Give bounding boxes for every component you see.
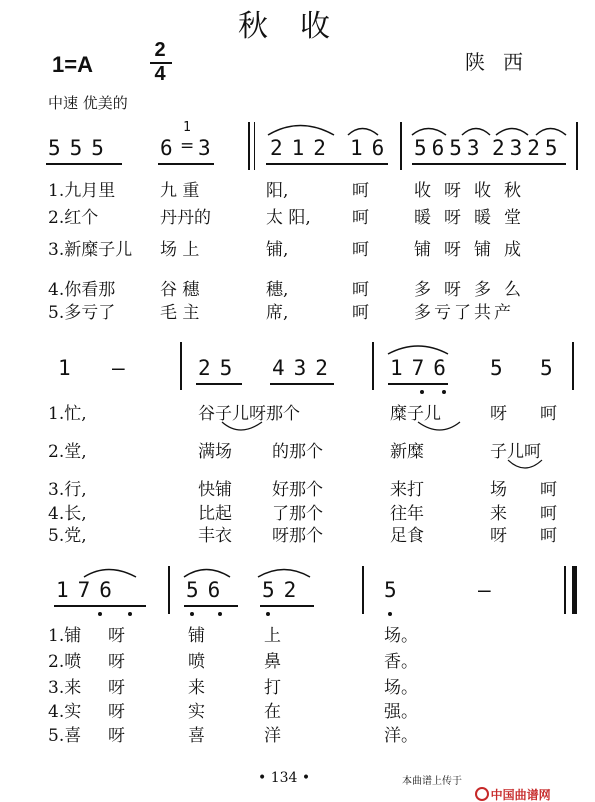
- lyric-s2-v1-e: 呵: [540, 404, 557, 424]
- page-number: • 134 •: [258, 770, 311, 786]
- lyric-s1-v1-b: 九 重: [160, 181, 200, 201]
- lyric-s2-v3-e: 场: [490, 480, 507, 500]
- underline: [196, 383, 242, 385]
- lyric-s3-v5-a: 5.喜: [48, 726, 82, 746]
- lyric-s3-v2-a: 2.喷: [48, 652, 82, 672]
- notes-s3-m3a: 5: [384, 578, 402, 602]
- lyric-s2-v3-a: 3.行,: [48, 480, 87, 500]
- lyric-s2-v5-e: 呀: [490, 526, 507, 546]
- notes-s2-m1b: —: [112, 356, 130, 380]
- notes-s1-m1a: 555: [48, 136, 113, 160]
- lyric-s3-v5-d: 洋: [264, 726, 281, 746]
- upload-credit: 本曲谱上传于: [402, 776, 462, 787]
- lyric-s2-v2-e: 子儿呵: [490, 442, 541, 462]
- lyric-s3-v4-a: 4.实: [48, 702, 82, 722]
- notes-s1-m3b: 2325: [492, 136, 563, 160]
- lyric-s1-v4-a: 4.你看那: [48, 280, 116, 300]
- lyric-s3-v4-d: 在: [264, 702, 281, 722]
- lyric-s2-v2-d: 新糜: [390, 442, 424, 462]
- lyric-s3-v3-b: 呀: [108, 678, 125, 698]
- lyric-s1-v1-a: 1.九月里: [48, 181, 116, 201]
- notes-s2-m1a: 1: [58, 356, 76, 380]
- slide-mark: =: [180, 136, 195, 156]
- notes-s3-m3b: —: [478, 578, 496, 602]
- underline: [388, 383, 448, 385]
- lyric-s3-v2-d: 鼻: [264, 652, 281, 672]
- lyric-s2-v5-b: 丰衣: [198, 526, 232, 546]
- lyric-s1-v4-c: 穗,: [266, 280, 289, 300]
- key-signature: 1=A: [52, 52, 93, 77]
- lyric-s1-v5-d: 呵: [352, 303, 369, 323]
- lyric-s3-v3-e: 场。: [384, 678, 418, 698]
- lyric-s2-v1-c: 糜子儿: [390, 404, 441, 424]
- lyric-s2-v4-f: 呵: [540, 504, 557, 524]
- lyric-s2-v5-f: 呵: [540, 526, 557, 546]
- notes-s1-m1b: 6: [160, 136, 178, 160]
- low-octave-dot: [266, 612, 270, 616]
- lyric-s2-v4-d: 往年: [390, 504, 424, 524]
- barline: [248, 122, 250, 170]
- lyric-s2-v1-b: 谷子儿呀那个: [198, 404, 300, 424]
- lyric-s3-v4-c: 实: [188, 702, 205, 722]
- low-octave-dot: [442, 390, 446, 394]
- lyric-s1-v2-a: 2.红个: [48, 208, 99, 228]
- site-logo: [468, 775, 551, 801]
- low-octave-dot: [218, 612, 222, 616]
- lyric-s1-v2-c: 太 阳,: [266, 208, 311, 228]
- lyric-s3-v3-d: 打: [264, 678, 281, 698]
- lyric-s3-v1-a: 1.铺: [48, 626, 82, 646]
- lyric-s2-v1-d: 呀: [490, 404, 507, 424]
- lyric-s1-v3-a: 3.新糜子儿: [48, 240, 133, 260]
- notes-s2-m2b: 432: [272, 356, 337, 380]
- low-octave-dot: [190, 612, 194, 616]
- lyric-s3-v1-e: 场。: [384, 626, 418, 646]
- lyric-s3-v1-d: 上: [264, 626, 281, 646]
- lyric-s2-v4-c: 了那个: [272, 504, 323, 524]
- barline: [576, 122, 578, 170]
- lyric-s3-v4-b: 呀: [108, 702, 125, 722]
- notes-s1-m1c: 3: [198, 136, 216, 160]
- notes-s3-m2a: 56: [186, 578, 230, 602]
- lyric-s1-v3-d: 呵: [352, 240, 369, 260]
- lyric-s1-v5-a: 5.多亏了: [48, 303, 116, 323]
- lyric-s3-v2-e: 香。: [384, 652, 418, 672]
- region-label: 陕西: [465, 50, 541, 74]
- lyric-s1-v5-b: 毛 主: [160, 303, 200, 323]
- barline: [362, 566, 364, 614]
- lyric-s3-v3-c: 来: [188, 678, 205, 698]
- final-barline-thin: [564, 566, 566, 614]
- lyric-s2-v3-b: 快铺: [198, 480, 232, 500]
- lyric-s1-v2-d: 呵: [352, 208, 369, 228]
- lyric-s1-v4-d: 呵: [352, 280, 369, 300]
- lyric-s3-v2-c: 喷: [188, 652, 205, 672]
- underline: [158, 163, 214, 165]
- notes-s1-m3a: 5653: [414, 136, 485, 160]
- barline: [400, 122, 402, 170]
- lyric-s2-v5-a: 5.党,: [48, 526, 87, 546]
- lyric-s1-v3-b: 场 上: [160, 240, 200, 260]
- logo-icon: [475, 787, 489, 801]
- lyric-s2-v2-c: 的那个: [272, 442, 323, 462]
- lyric-s3-v2-b: 呀: [108, 652, 125, 672]
- lyric-s2-v1-a: 1.忙,: [48, 404, 87, 424]
- underline: [260, 605, 314, 607]
- notes-s3-m2b: 52: [262, 578, 306, 602]
- lyric-s3-v1-c: 铺: [188, 626, 205, 646]
- lyric-s3-v5-b: 呀: [108, 726, 125, 746]
- lyric-s1-v5-c: 席,: [266, 303, 289, 323]
- notes-s3-m1: 176: [56, 578, 121, 602]
- lyric-s1-v4-b: 谷 穗: [160, 280, 200, 300]
- lyric-s2-v4-e: 来: [490, 504, 507, 524]
- barline: [168, 566, 170, 614]
- underline: [412, 163, 566, 165]
- lyric-s1-v1-c: 阳,: [266, 181, 289, 201]
- underline: [266, 163, 388, 165]
- lyric-s3-v4-e: 强。: [384, 702, 418, 722]
- final-barline-thick: [572, 566, 577, 614]
- notes-s1-m2a: 212: [270, 136, 335, 160]
- lyric-s3-v3-a: 3.来: [48, 678, 82, 698]
- grace-note: 1: [183, 120, 196, 135]
- low-octave-dot: [128, 612, 132, 616]
- lyric-s1-v2-e: 暖呀暖堂: [414, 208, 534, 228]
- site-logo-text: 中国曲谱网: [490, 788, 551, 802]
- lyric-s3-v5-e: 洋。: [384, 726, 418, 746]
- low-octave-dot: [98, 612, 102, 616]
- underline: [46, 163, 122, 165]
- low-octave-dot: [420, 390, 424, 394]
- notes-s2-m3b: 5: [490, 356, 508, 380]
- lyric-s2-v2-b: 满场: [198, 442, 232, 462]
- song-title: 秋收: [238, 9, 362, 44]
- low-octave-dot: [388, 612, 392, 616]
- lyric-s2-v3-f: 呵: [540, 480, 557, 500]
- barline: [254, 122, 255, 170]
- tempo-marking: 中速 优美的: [48, 94, 128, 112]
- lyric-s2-v5-d: 足食: [390, 526, 424, 546]
- lyric-s2-v4-b: 比起: [198, 504, 232, 524]
- lyric-s2-v5-c: 呀那个: [272, 526, 323, 546]
- underline: [270, 383, 334, 385]
- lyric-s1-v1-d: 呵: [352, 181, 369, 201]
- time-signature-bottom: 4: [154, 63, 166, 85]
- lyric-s2-v4-a: 4.长,: [48, 504, 87, 524]
- notes-s2-m3c: 5: [540, 356, 558, 380]
- lyric-s3-v5-c: 喜: [188, 726, 205, 746]
- lyric-s1-v4-e: 多呀多么: [414, 280, 534, 300]
- lyric-s1-v3-c: 铺,: [266, 240, 289, 260]
- barline: [572, 342, 574, 390]
- lyric-s1-v1-e: 收呀收秋: [414, 181, 534, 201]
- barline: [372, 342, 374, 390]
- barline: [180, 342, 182, 390]
- underline: [184, 605, 238, 607]
- notes-s2-m2a: 25: [198, 356, 242, 380]
- lyric-s1-v5-e: 多亏了共产: [414, 303, 514, 323]
- time-signature-top: 2: [154, 39, 166, 61]
- lyric-s2-v3-c: 好那个: [272, 480, 323, 500]
- lyric-s2-v3-d: 来打: [390, 480, 424, 500]
- lyric-s3-v1-b: 呀: [108, 626, 125, 646]
- lyric-s1-v2-b: 丹丹的: [160, 208, 211, 228]
- notes-s2-m3a: 176: [390, 356, 455, 380]
- lyric-s2-v2-a: 2.堂,: [48, 442, 87, 462]
- notes-s1-m2b: 16: [350, 136, 394, 160]
- lyric-s1-v3-e: 铺呀铺成: [414, 240, 534, 260]
- underline: [54, 605, 146, 607]
